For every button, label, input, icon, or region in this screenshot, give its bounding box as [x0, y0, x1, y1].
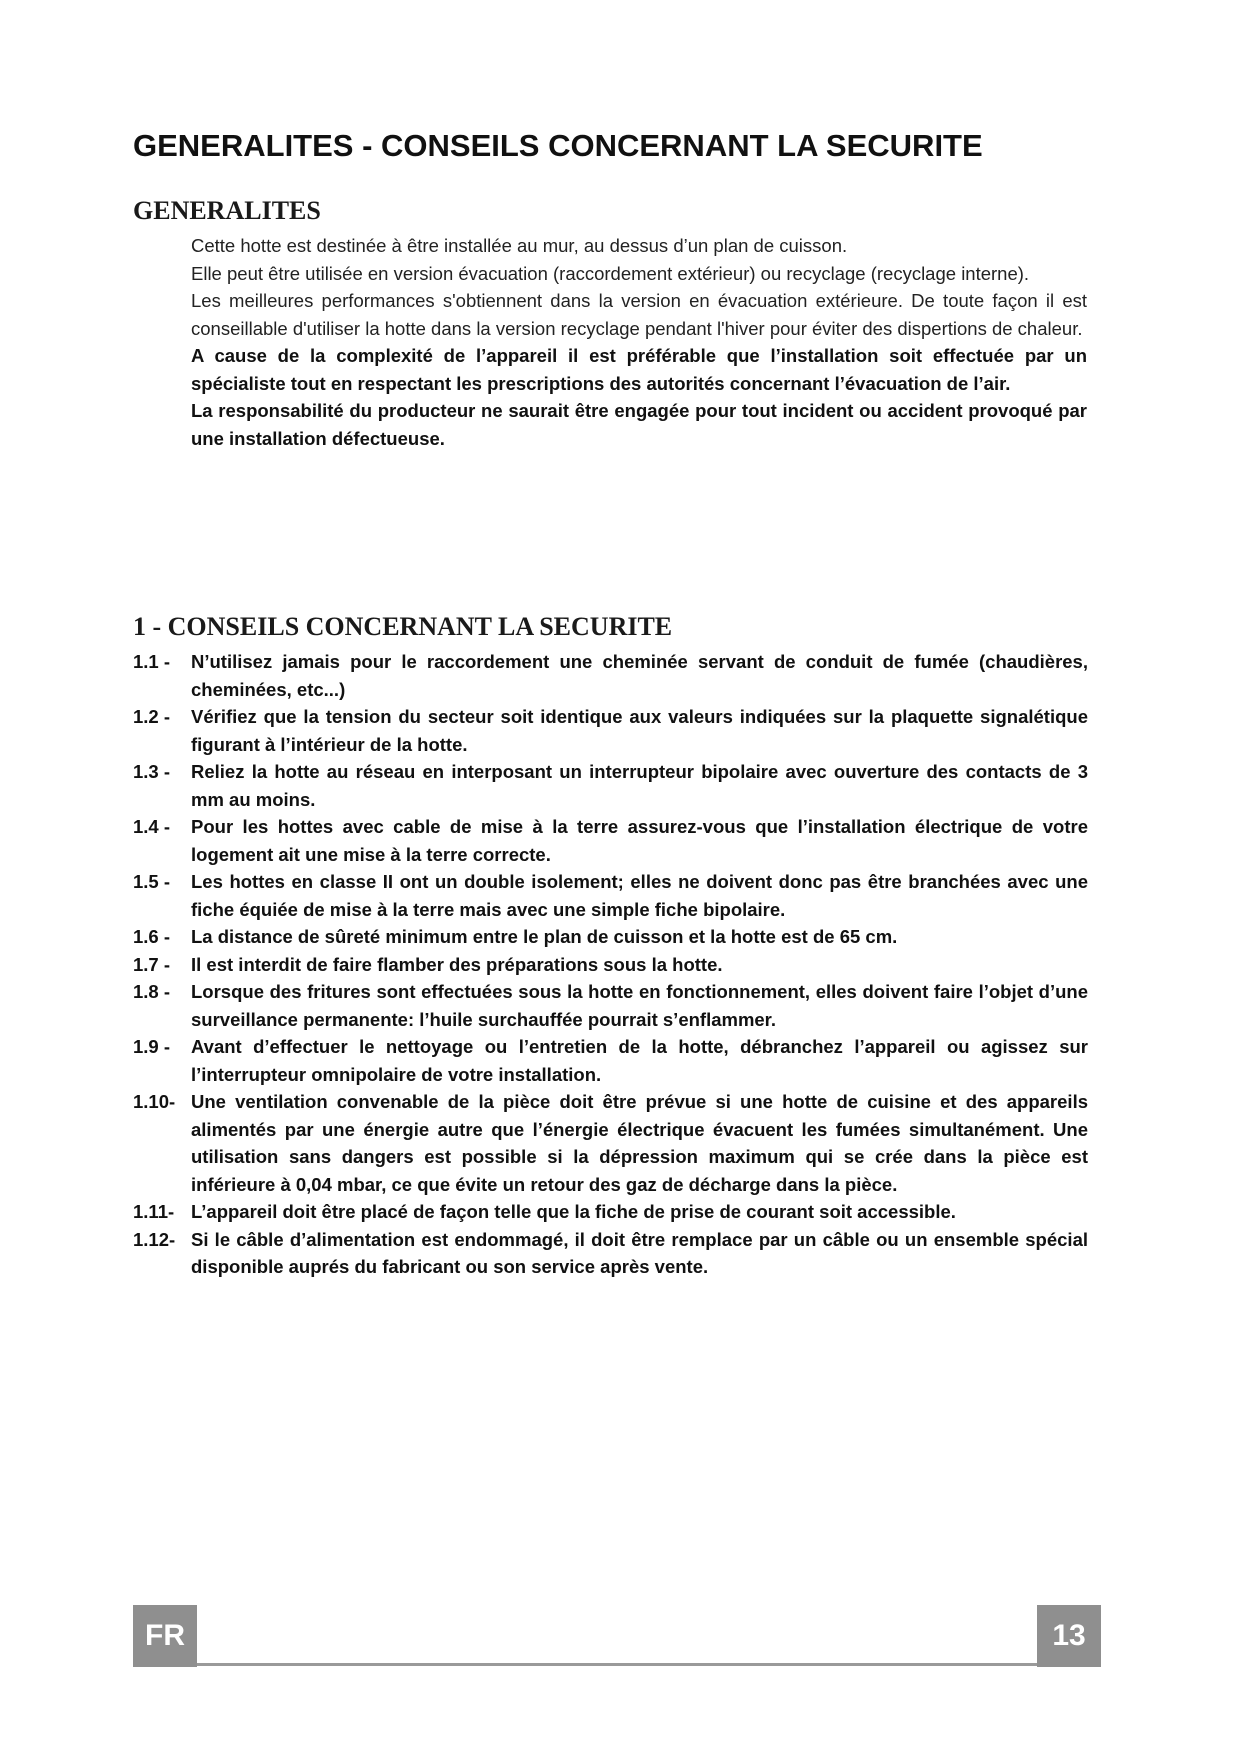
item-number: 1.3 - [133, 761, 171, 782]
item-number: 1.12- [133, 1228, 176, 1250]
item-number: 1.8 - [133, 981, 171, 1002]
footer-rule [133, 1663, 1101, 1666]
list-item [133, 1226, 1088, 1281]
item-text: La distance de sûreté minimum entre le plan de cuisson et la hotte est de 65 cm. [191, 926, 898, 947]
generalites-body [191, 232, 1087, 452]
list-item [133, 648, 1088, 703]
generalites-paragraph: Elle peut être utilisée en version évacuation (raccordement extérieur) ou recyclage (recyclage interne). [191, 262, 1030, 284]
generalites-paragraph-bold: A cause de la complexité de l’appareil il est préférable que l’installation soit effectuée par un spécialiste tout en respectant les prescriptions des autorités concernant l’évacuation de l’air. [191, 345, 1087, 394]
item-text: Vérifiez que la tension du secteur soit identique aux valeurs indiquées sur la plaquette signalétique figurant à l’intérieur de la hotte. [191, 706, 1088, 755]
item-number: 1.2 - [133, 706, 171, 727]
page-title: GENERALITES - CONSEILS CONCERNANT LA SECURITE [133, 128, 983, 163]
list-item [133, 951, 1088, 979]
item-text: Une ventilation convenable de la pièce doit être prévue si une hotte de cuisine et des appareils alimentés par une énergie autre que l’énergie électrique évacuent les fumées simultanément. Une utilisation sans dangers est possible si la dépression maximum qui se crée dans la pièce est inférieure à 0,04 mbar, ce que évite un retour des gaz de décharge dans la pièce. [191, 1091, 1088, 1195]
item-number: 1.5 - [133, 871, 171, 892]
generalites-paragraph: Les meilleures performances s'obtiennent dans la version en évacuation extérieure. De toute façon il est conseillable d'utiliser la hotte dans la version recyclage pendant l'hiver pour éviter des dispertions de chaleur. [191, 290, 1087, 339]
item-text: Pour les hottes avec cable de mise à la terre assurez-vous que l’installation électrique de votre logement ait une mise à la terre correcte. [191, 816, 1088, 865]
list-item [133, 813, 1088, 868]
list-item [133, 1088, 1088, 1198]
item-number: 1.4 - [133, 816, 171, 837]
list-item [133, 923, 1088, 951]
list-item [133, 1033, 1088, 1088]
item-number: 1.1 - [133, 651, 171, 672]
generalites-heading: GENERALITES [133, 196, 321, 225]
item-text: Il est interdit de faire flamber des préparations sous la hotte. [191, 953, 723, 975]
item-number: 1.9 - [133, 1036, 171, 1057]
item-text: Lorsque des fritures sont effectuées sous la hotte en fonctionnement, elles doivent faire l’objet d’une surveillance permanente: l’huile surchauffée pourrait s’enflammer. [191, 981, 1088, 1030]
generalites-paragraph-bold: La responsabilité du producteur ne saurait être engagée pour tout incident ou accident provoqué par une installation défectueuse. [191, 400, 1087, 449]
item-text: Si le câble d’alimentation est endommagé, il doit être remplace par un câble ou un ensemble spécial disponible auprés du fabricant ou son service après vente. [191, 1228, 1088, 1277]
list-item [133, 978, 1088, 1033]
item-number: 1.11- [133, 1201, 175, 1222]
list-item [133, 868, 1088, 923]
securite-list [133, 648, 1088, 1281]
securite-heading: 1 - CONSEILS CONCERNANT LA SECURITE [133, 612, 673, 641]
item-text: Reliez la hotte au réseau en interposant un interrupteur bipolaire avec ouverture des contacts de 3 mm au moins. [191, 761, 1088, 810]
item-text: N’utilisez jamais pour le raccordement une cheminée servant de conduit de fumée (chaudières, cheminées, etc...) [191, 651, 1088, 700]
item-number: 1.10- [133, 1091, 176, 1112]
generalites-paragraph: Cette hotte est destinée à être installée au mur, au dessus d’un plan de cuisson. [191, 235, 848, 256]
item-text: L’appareil doit être placé de façon telle que la fiche de prise de courant soit accessible. [191, 1201, 956, 1222]
item-text: Les hottes en classe II ont un double isolement; elles ne doivent donc pas être branchées avec une fiche équiée de mise à la terre mais avec une simple fiche bipolaire. [191, 871, 1088, 920]
item-number: 1.7 - [133, 953, 171, 975]
language-badge: FR [133, 1605, 197, 1667]
list-item [133, 703, 1088, 758]
list-item [133, 1198, 1088, 1226]
item-text: Avant d’effectuer le nettoyage ou l’entretien de la hotte, débranchez l’appareil ou agissez sur l’interrupteur omnipolaire de votre installation. [191, 1036, 1088, 1085]
page-number: 13 [1037, 1605, 1101, 1667]
list-item [133, 758, 1088, 813]
item-number: 1.6 - [133, 926, 171, 947]
